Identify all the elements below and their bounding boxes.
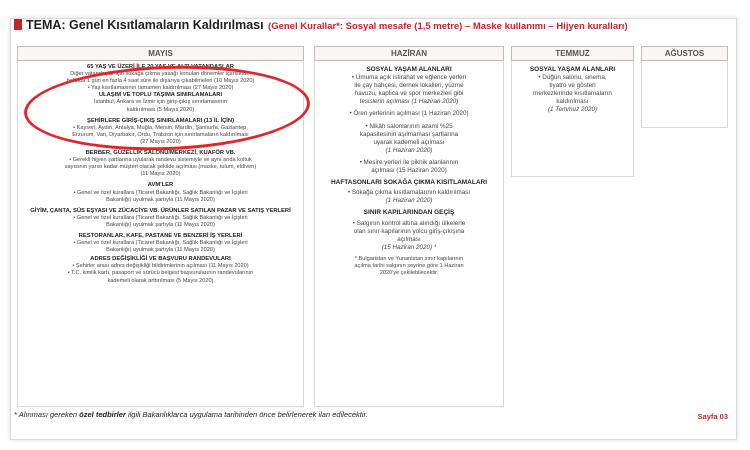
section-clothing-markets (21, 208, 300, 229)
section-line: kaldırılması (5 Mayıs 2020) (126, 106, 195, 113)
section-line: tiyatro ve gösteri (549, 82, 596, 90)
slide-header (14, 16, 714, 34)
section-social-areas-july (515, 66, 630, 115)
column-agustos (641, 46, 728, 126)
section-line: ile çay bahçesi, dernek lokalleri, yüzme (354, 82, 464, 90)
section-line: Bakanlığı) uyulmak şartıyla (11 Mayıs 2020) (106, 247, 215, 254)
section-line: • Umuma açık istirahat ve eğlence yerleri (351, 74, 467, 82)
section-line: tesislerin açılması (1 Haziran 2020) (359, 98, 459, 106)
column-header: TEMMUZ (511, 46, 634, 61)
footnote-bold: özel tedbirler (79, 410, 126, 419)
section-line: • Genel ve özel kurallara (Ticaret Bakanlığı, Sağlık Bakanlığı ve İçişleri (73, 189, 248, 196)
section-line: • Şehirler arası adres değişikliği bildirimlerinin açılması (11 Mayıs 2020) (72, 263, 249, 270)
section-line: • T.C. kimlik kartı, pasaport ve sürücü belgesi başvurularının randevularının (67, 270, 254, 277)
footnote-prefix: * Alınması gereken (14, 410, 80, 419)
section-line: • Mesire yerleri ile piknik alanlarının (359, 158, 459, 166)
section-social-areas (318, 66, 500, 175)
section-heading: ADRES DEĞİŞİKLİĞİ VE BAŞVURU RANDEVULARI (90, 256, 231, 263)
section-line: • Salgının kontrol altına alındığı ülkelerle (352, 219, 466, 227)
section-line: uyarak kademeli açılması (373, 138, 445, 146)
section-border-gates (318, 209, 500, 276)
section-line: • Sokağa çıkma kısıtlamalarının kaldırılması (347, 189, 471, 197)
section-barbers (21, 150, 300, 178)
section-line: * Bulgaristan ve Yunanistan sınır kapılarının (354, 255, 464, 262)
section-line: olan sınır kapılarının yolcu giriş-çıkışına (353, 227, 465, 235)
section-line: • Yaş kısıtlamasının tamamen kaldırılması (27 Mayıs 2020) (87, 85, 234, 92)
section-line: • Nikâh salonlarının azami %25 (365, 122, 453, 130)
section-heading: SOSYAL YAŞAM ALANLARI (366, 66, 452, 73)
slide-subtitle: (Genel Kurallar*: Sosyal mesafe (1,5 metre) – Maske kullanımı – Hijyen kuralları) (268, 21, 628, 32)
section-line: (15 Haziran 2020) * (381, 243, 437, 251)
section-line: merkezlerinde kısıtlamaların (533, 90, 612, 98)
section-line: (1 Haziran 2020) (385, 197, 433, 205)
section-heading: HAFTASONLARI SOKAĞA ÇIKMA KISITLAMALARI (330, 179, 488, 187)
section-line: Bakanlığı) uyulmak şartıyla (11 Mayıs 2020) (106, 196, 215, 203)
section-restaurants (21, 233, 300, 254)
column-body (641, 61, 728, 128)
section-line: kademeli olarak arttırılması (5 Mayıs 2020) (107, 277, 214, 284)
section-heading: ULAŞIM VE TOPLU TAŞIMA SINIRLAMALARI (98, 92, 223, 99)
section-line: • Genel ve özel kurallara (Ticaret Bakanlığı, Sağlık Bakanlığı ve İçişleri (73, 214, 248, 221)
section-line: Diğer vatandaşlar için sokağa çıkma yasağı konulan dönemler içerisinde, (70, 71, 251, 78)
red-square-icon (14, 19, 22, 30)
slide-title: TEMA: Genel Kısıtlamaların Kaldırılması (26, 18, 264, 32)
section-heading: SINIR KAPILARINDAN GEÇİŞ (363, 209, 455, 217)
section-malls (21, 182, 300, 203)
column-header: HAZİRAN (314, 46, 504, 61)
section-line: açılması (397, 235, 421, 243)
section-line: 2020'ye çekilebilecektir. (379, 269, 439, 276)
section-line: havuzu, kaplıca ve spor merkezleri gibi (354, 90, 464, 98)
section-heading: BERBER, GÜZELLİK SALONU/MERKEZİ, KUAFÖR VB. (85, 150, 236, 157)
footnote (14, 410, 368, 419)
column-header: MAYIS (17, 46, 304, 61)
page-number: Sayfa 03 (697, 412, 728, 421)
section-line: (11 Mayıs 2020) (140, 171, 181, 178)
section-heading: SOSYAL YAŞAM ALANLARI (529, 66, 616, 73)
section-line: açılma tarihi salgının seyrine göre 1 Haziran (354, 262, 464, 269)
section-line: kaldırılması (556, 98, 589, 106)
section-heading: RESTORANLAR, KAFE, PASTANE VE BENZERİ İŞ YERLERİ (78, 232, 243, 239)
section-heading: GİYİM, ÇANTA, SÜS EŞYASI VE ZÜCACİYE VB. ÜRÜNLER SATILAN PAZAR VE SATIŞ YERLERİ (30, 207, 291, 214)
footnote-suffix: ilgili Bakanlıklarca uygulama tarihinden önce belirlenerek ilan edilecektir. (125, 410, 368, 419)
section-line: haftada 1 gün en fazla 4 saat süre ile dışarıya çıkabilmeleri (10 Mayıs 2020) (66, 78, 255, 85)
section-heading: 65 YAŞ VE ÜZERİ İLE 20 YAŞ VE ALTI VATANDAŞLAR (87, 64, 234, 70)
column-body (511, 61, 634, 177)
section-line: • Genel ve özel kurallara (Ticaret Bakanlığı, Sağlık Bakanlığı ve İçişleri (73, 240, 248, 247)
section-line: • Ören yerlerinin açılması (1 Haziran 2020) (349, 110, 469, 118)
section-line: • Düğün salonu, sinema, (538, 74, 607, 82)
section-line: • Kayseri, Aydın, Antalya, Muğla, Mersin, Mardin, Şanlıurfa, Gaziantep, (73, 124, 248, 131)
section-line: • Gerekli hijyen şartlarına uyularak randevu sistemiyle ve aynı anda koltuk (69, 157, 252, 164)
section-line: Erzurum, Van, Diyarbakır, Ordu, Trabzon için sınırlamaların kaldırılması (72, 131, 249, 138)
column-temmuz (511, 46, 634, 176)
section-heading: ŞEHİRLERE GİRİŞ-ÇIKIŞ SINIRLAMALARI (13 İL İÇİN) (86, 117, 235, 124)
section-line: sayısının yarısı kadar müşteri olacak şekilde açılması (maske, tulum, eldiven) (64, 164, 257, 171)
section-line: açılması (15 Haziran 2020) (371, 167, 447, 175)
column-header: AĞUSTOS (641, 46, 728, 61)
section-address-change (21, 256, 300, 284)
section-line: Bakanlığı) uyulmak şartıyla (11 Mayıs 2020) (106, 221, 215, 228)
section-heading: AVM'LER (147, 182, 174, 189)
section-line: (27 Mayıs 2020) (140, 138, 181, 145)
section-weekend-curfew (318, 179, 500, 205)
column-haziran (314, 46, 504, 406)
section-line: (1 Haziran 2020) (385, 146, 433, 154)
column-body (314, 61, 504, 407)
section-line: kapasitesinin aşılmaması şartlarına (359, 130, 459, 138)
section-line: İstanbul, Ankara ve İzmir için giriş-çıkış sınırlamasının (93, 99, 228, 106)
section-line: (1 Temmuz 2020) (547, 106, 598, 114)
